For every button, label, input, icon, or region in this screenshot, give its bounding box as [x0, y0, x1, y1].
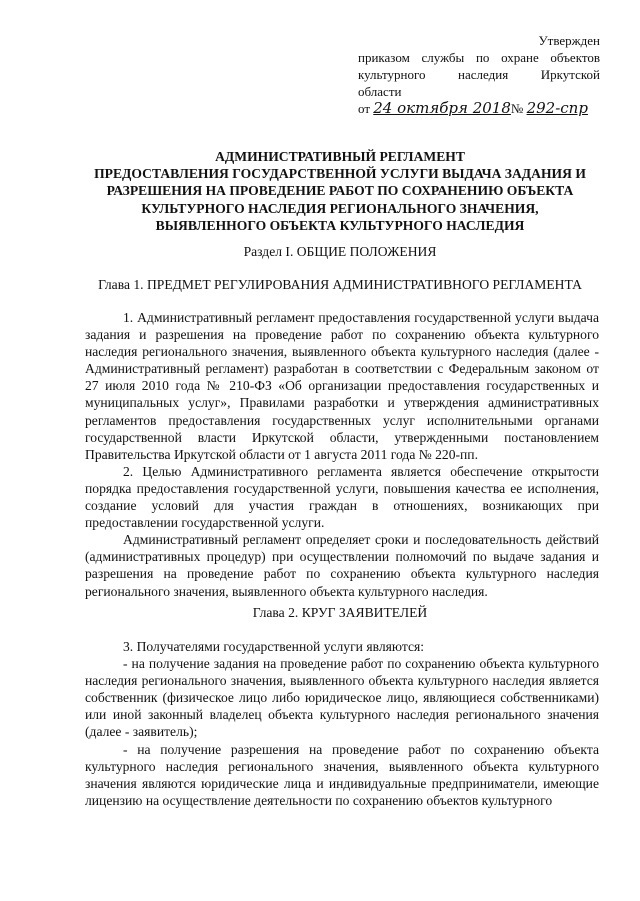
- chapter-2-heading: Глава 2. КРУГ ЗАЯВИТЕЛЕЙ: [252, 605, 428, 620]
- approval-date-line: [358, 100, 600, 117]
- section-heading: Раздел I. ОБЩИЕ ПОЛОЖЕНИЯ: [243, 244, 437, 259]
- chapter-1-heading: Глава 1. ПРЕДМЕТ РЕГУЛИРОВАНИЯ АДМИНИСТРАТИВНОГО РЕГЛАМЕНТА: [98, 277, 582, 292]
- title-line: ПРЕДОСТАВЛЕНИЯ ГОСУДАРСТВЕННОЙ УСЛУГИ ВЫДАЧА ЗАДАНИЯ И: [94, 166, 586, 182]
- document-title: [85, 148, 595, 234]
- number-sign: №: [510, 101, 524, 116]
- paragraph-1: 1. Административный регламент предоставления государственной услуги выдача задания и разрешения на проведение работ по сохранению объекта культурного наследия регионального значения, выявленного объекта культурного наследия (далее - Административный регламент) разработан в соответствии с Федеральным законом от 27 июля 2010 года № 210-ФЗ «Об организации предоставления государственных и муниципальных услуг», Правилами разработки и утверждения административных регламентов предоставления государственных услуг исполнительными органами государственной власти Иркутской области, утвержденными постановлением Правительства Иркутской области от 1 августа 2011 года № 220-пп.: [85, 310, 599, 462]
- paragraph-4: 3. Получателями государственной услуги являются:: [123, 639, 425, 654]
- date-prefix: от: [358, 101, 371, 116]
- title-line: АДМИНИСТРАТИВНЫЙ РЕГЛАМЕНТ: [215, 149, 465, 164]
- paragraph-2: 2. Целью Административного регламента является обеспечение открытости порядка предоставления государственной услуги, повышения качества ее исполнения, создание условий для участия граждан в отношениях, возникающих при предоставлении государственной услуги.: [85, 463, 599, 531]
- paragraph-3: Административный регламент определяет сроки и последовательность действий (административных процедур) при осуществлении полномочий по выдаче задания и разрешения на проведение работ по сохранению объекта культурного наследия регионального значения, выявленного объекта культурного наследия.: [85, 532, 599, 599]
- approval-title: Утвержден: [538, 33, 600, 48]
- title-line: ВЫЯВЛЕННОГО ОБЪЕКТА КУЛЬТУРНОГО НАСЛЕДИЯ: [155, 217, 525, 233]
- handwritten-number: 292-спр: [526, 99, 588, 117]
- paragraph-5: - на получение задания на проведение работ по сохранению объекта культурного наследия регионального значения, выявленного объекта культурного наследия является собственник (физическое лицо либо юридическое лицо, являющиеся собственниками) или иной законный владелец объекта культурного наследия регионального значения (далее - заявитель);: [85, 656, 599, 740]
- title-line: РАЗРЕШЕНИЯ НА ПРОВЕДЕНИЕ РАБОТ ПО СОХРАНЕНИЮ ОБЪЕКТА: [106, 183, 574, 199]
- approval-line-1: приказом службы по охране объектов: [358, 50, 600, 65]
- approval-line-2: культурного наследия Иркутской: [358, 67, 600, 82]
- approval-line-3: области: [358, 84, 402, 99]
- approval-block: [358, 32, 600, 117]
- chapter-2-body: [85, 638, 599, 809]
- paragraph-6: - на получение разрешения на проведение работ по сохранению объекта культурного наследия регионального значения, выявленного объекта культурного значения являются юридические лица и индивидуальные предприниматели, имеющие лицензию на осуществление деятельности по сохранению объектов культурного: [85, 741, 599, 808]
- handwritten-date: 24 октября 2018: [373, 99, 511, 117]
- title-line: КУЛЬТУРНОГО НАСЛЕДИЯ РЕГИОНАЛЬНОГО ЗНАЧЕНИЯ,: [141, 200, 539, 216]
- chapter-1-body: [85, 309, 599, 600]
